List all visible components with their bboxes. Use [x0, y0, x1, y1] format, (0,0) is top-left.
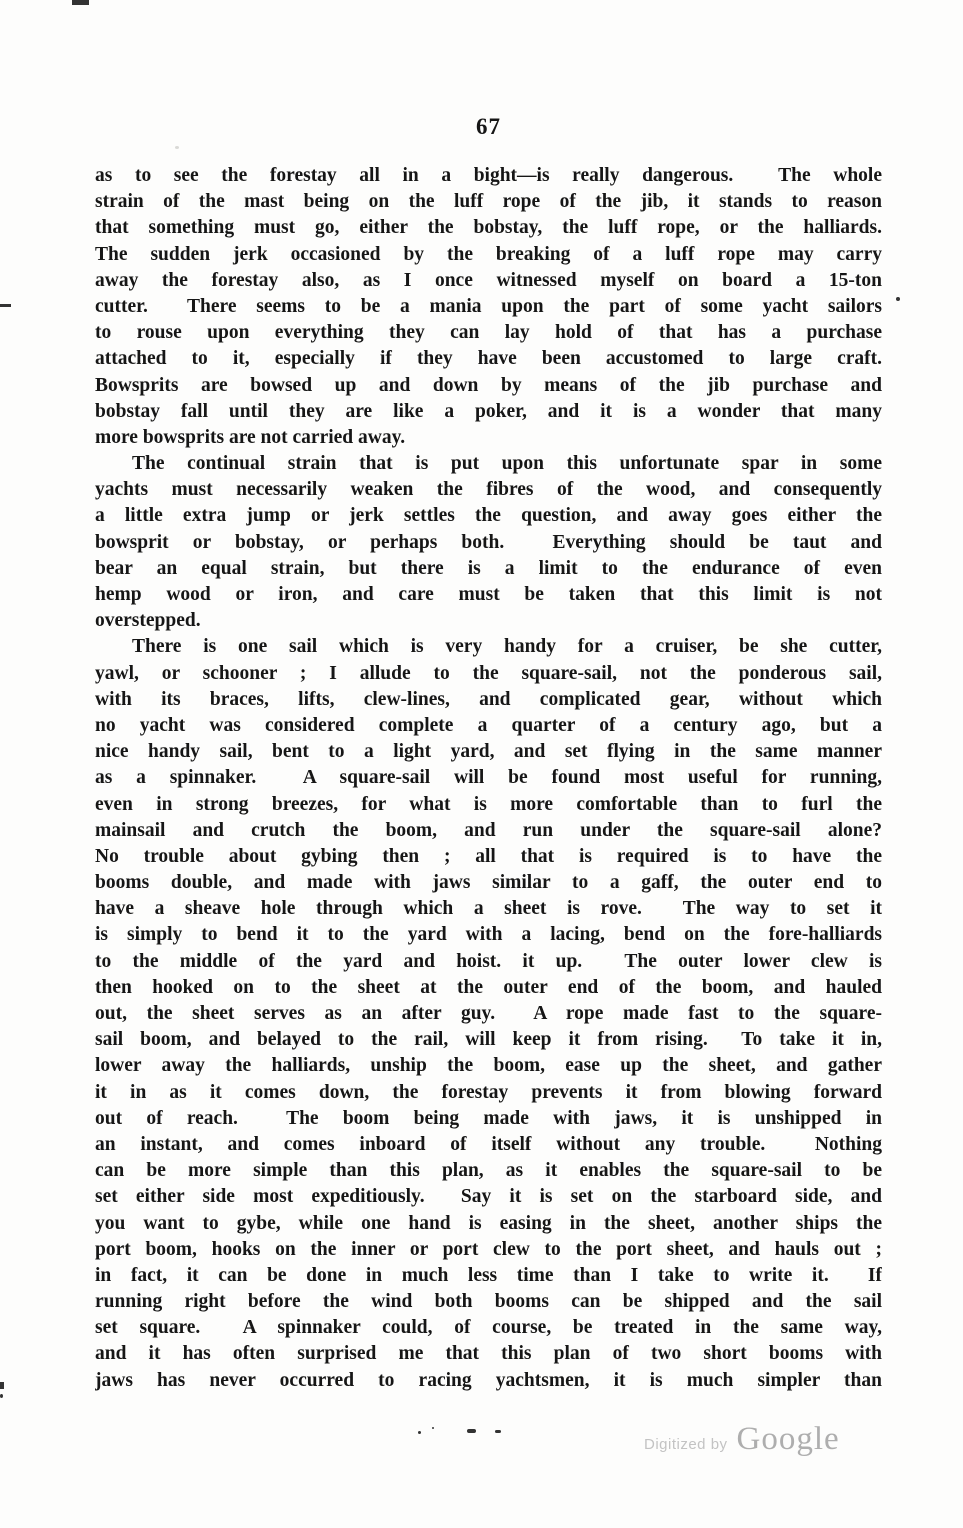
text-line: that something must go, either the bobstay, the luff rope, or the halliards. — [95, 217, 882, 239]
text-line: booms double, and made with jaws similar to a gaff, the outer end to — [95, 872, 882, 894]
text-line: lower away the halliards, unship the boom, ease up the sheet, and gather — [95, 1055, 882, 1077]
text-line: out of reach. The boom being made with jaws, it is unshipped in — [95, 1107, 882, 1129]
text-line: No trouble about gybing then ; all that is required is to have the — [95, 845, 882, 867]
text-line: to rouse upon everything they can lay hold of that has a purchase — [95, 322, 882, 344]
text-line: cutter. There seems to be a mania upon the part of some yacht sailors — [95, 295, 882, 317]
text-line: yachts must necessarily weaken the fibres of the wood, and consequently — [95, 479, 882, 501]
text-line: more bowsprits are not carried away. — [95, 426, 406, 448]
text-line: bear an equal strain, but there is a limit to the endurance of even — [95, 557, 882, 579]
text-line: as a spinnaker. A square-sail will be found most useful for running, — [95, 767, 882, 789]
text-line: set square. A spinnaker could, of course, be treated in the same way, — [95, 1317, 882, 1339]
text-line: running right before the wind both booms can be shipped and the sail — [95, 1291, 882, 1313]
text-line: bobstay fall until they are like a poker, and it is a wonder that many — [95, 400, 882, 422]
text-line: yawl, or schooner ; I allude to the square-sail, not the ponderous sail, — [95, 662, 882, 684]
text-line: an instant, and comes inboard of itself without any trouble. Nothing — [95, 1133, 882, 1155]
text-line: out, the sheet serves as an after guy. A rope made fast to the square- — [95, 1003, 882, 1024]
text-line: port boom, hooks on the inner or port clew to the port sheet, and hauls out ; — [95, 1238, 882, 1260]
text-line: overstepped. — [95, 610, 201, 632]
text-line: sail boom, and belayed to the rail, will keep it from rising. To take it in, — [95, 1029, 882, 1051]
scan-artifact — [0, 1394, 3, 1398]
text-line: There is one sail which is very handy for a cruiser, be she cutter, — [132, 636, 882, 658]
scan-artifact — [0, 304, 11, 307]
scan-artifact — [896, 297, 900, 301]
text-line: The continual strain that is put upon this unfortunate spar in some — [132, 453, 882, 475]
google-logo: Google — [736, 1421, 840, 1457]
text-line: jaws has never occurred to racing yachtsmen, it is much simpler than — [95, 1369, 882, 1391]
text-line: with its braces, lifts, clew-lines, and complicated gear, without which — [95, 688, 882, 710]
text-line: away the forestay also, as I once witnessed myself on board a 15-ton — [95, 269, 882, 291]
scan-artifact — [432, 1427, 434, 1429]
text-line: mainsail and crutch the boom, and run under the square-sail alone? — [95, 819, 882, 841]
text-line: as to see the forestay all in a bight—is really dangerous. The whole — [95, 165, 882, 186]
watermark — [644, 1421, 840, 1458]
watermark-text: Digitized by — [644, 1436, 728, 1453]
text-line: hemp wood or iron, and care must be taken that this limit is not — [95, 584, 882, 605]
text-line: even in strong breezes, for what is more comfortable than to furl the — [95, 793, 882, 815]
text-line: The sudden jerk occasioned by the breaking of a luff rope may carry — [95, 243, 882, 265]
text-line: to the middle of the yard and hoist. it up. The outer lower clew is — [95, 950, 882, 972]
scan-artifact — [495, 1430, 501, 1433]
scan-artifact — [175, 146, 179, 149]
text-line: can be more simple than this plan, as it enables the square-sail to be — [95, 1160, 882, 1182]
text-line: Bowsprits are bowsed up and down by means of the jib purchase and — [95, 374, 882, 396]
text-line: and it has often surprised me that this plan of two short booms with — [95, 1343, 882, 1365]
text-line: no yacht was considered complete a quarter of a century ago, but a — [95, 714, 882, 736]
scan-artifact — [72, 0, 89, 5]
text-line: a little extra jump or jerk settles the question, and away goes either the — [95, 505, 882, 527]
page-number: 67 — [476, 114, 501, 139]
scan-artifact — [0, 1382, 4, 1389]
text-line: nice handy sail, bent to a light yard, and set flying in the same manner — [95, 741, 882, 763]
text-line: have a sheave hole through which a sheet is rove. The way to set it — [95, 898, 882, 920]
text-line: in fact, it can be done in much less time than I take to write it. If — [95, 1264, 882, 1286]
text-line: bowsprit or bobstay, or perhaps both. Everything should be taut and — [95, 531, 882, 553]
text-line: set either side most expeditiously. Say it is set on the starboard side, and — [95, 1186, 882, 1208]
text-line: is simply to bend it to the yard with a lacing, bend on the fore-halliards — [95, 924, 882, 946]
text-line: you want to gybe, while one hand is easing in the sheet, another ships the — [95, 1212, 882, 1234]
text-line: it in as it comes down, the forestay prevents it from blowing forward — [95, 1081, 882, 1103]
text-line: strain of the mast being on the luff rope of the jib, it stands to reason — [95, 191, 882, 213]
scan-artifact — [418, 1431, 421, 1434]
body-text — [95, 163, 882, 1394]
text-line: attached to it, especially if they have been accustomed to large craft. — [95, 348, 882, 370]
scan-artifact — [467, 1429, 476, 1433]
text-line: then hooked on to the sheet at the outer end of the boom, and hauled — [95, 976, 882, 998]
